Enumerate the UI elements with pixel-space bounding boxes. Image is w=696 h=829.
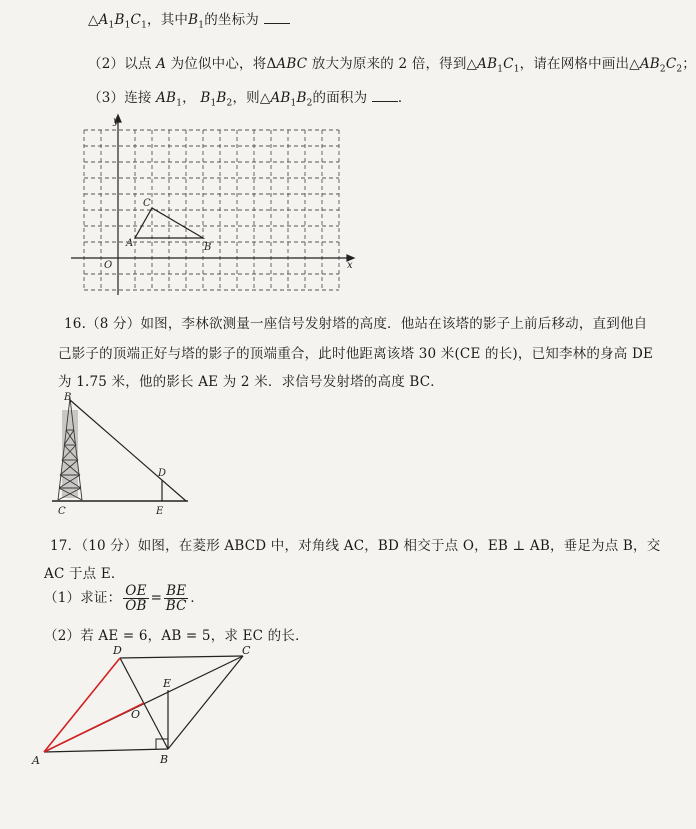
answer-blank [264, 13, 290, 24]
grid-lines [84, 130, 339, 290]
tower-shading [62, 410, 78, 498]
q15-line2: （2）以点 A 为位似中心，将ΔABC 放大为原来的 2 倍，得到$\triangle AB_1C_1$，请在网格中画出$\triangle AB_2C_2$； [88, 56, 696, 75]
q15-line1: $\triangle A_1B_1C_1$，其中$B_1$的坐标为 [88, 8, 290, 31]
tower-shadow-figure [48, 390, 198, 518]
point-c-label: C [143, 198, 151, 209]
axes [71, 115, 354, 295]
segment-ao-red [44, 703, 144, 752]
answer-blank [372, 91, 398, 102]
q17-part2: （2）若 AE = 6，AB = 5，求 EC 的长． [44, 628, 309, 644]
rhombus-figure [28, 640, 268, 770]
point-a-label: A [32, 754, 40, 767]
x-axis-label: x [347, 260, 353, 271]
point-c-label: C [58, 506, 66, 517]
point-e-label: E [156, 506, 164, 517]
fraction-be-bc: $\frac{BE}{BC}$ [165, 583, 187, 614]
side-ad-red [44, 658, 120, 752]
point-b-label: B [204, 242, 212, 253]
point-b-label: B [64, 392, 72, 403]
q16-line2: 己影子的顶端正好与塔的影子的顶端重合，此时他距离该塔 30 米(CE 的长)，已知李林的身高 DE [58, 346, 654, 362]
point-d-label: D [158, 468, 167, 479]
point-c-label: C [242, 644, 251, 657]
point-e-label: E [163, 677, 172, 690]
side-dc [120, 656, 243, 658]
y-axis-label: y [113, 116, 119, 127]
fraction-oe-ob: $\frac{OE}{OB}$ [125, 583, 147, 614]
point-a-label: A [126, 238, 134, 249]
q15-line3: （3）连接 $AB_1$， $B_1B_2$，则$\triangle AB_1B_2$的面积为 ． [88, 90, 412, 109]
side-cb [168, 656, 243, 749]
q16-line3: 为 1.75 米，他的影长 AE 为 2 米．求信号发射塔的高度 BC． [58, 374, 444, 390]
right-angle-mark [156, 739, 168, 749]
q17-line1: 17．（10 分）如图，在菱形 ABCD 中，对角线 AC，BD 相交于点 O，EB ⊥ AB，垂足为点 B，交 [50, 538, 661, 554]
point-o-label: O [131, 708, 141, 721]
coordinate-grid-figure [66, 112, 362, 297]
q16-line1: 16.（8 分）如图，李林欲测量一座信号发射塔的高度．他站在该塔的影子上前后移动，直到他自 [64, 316, 648, 332]
q17-line2: AC 于点 E． [44, 566, 125, 582]
point-d-label: D [113, 644, 122, 657]
point-b-label: B [160, 753, 169, 766]
origin-label: O [104, 260, 113, 271]
q17-part1: （1）求证： $\frac{OE}{OB}$ = $\frac{BE}{BC}$ ． [44, 583, 205, 614]
sight-line [70, 400, 186, 501]
side-ab [44, 749, 168, 752]
